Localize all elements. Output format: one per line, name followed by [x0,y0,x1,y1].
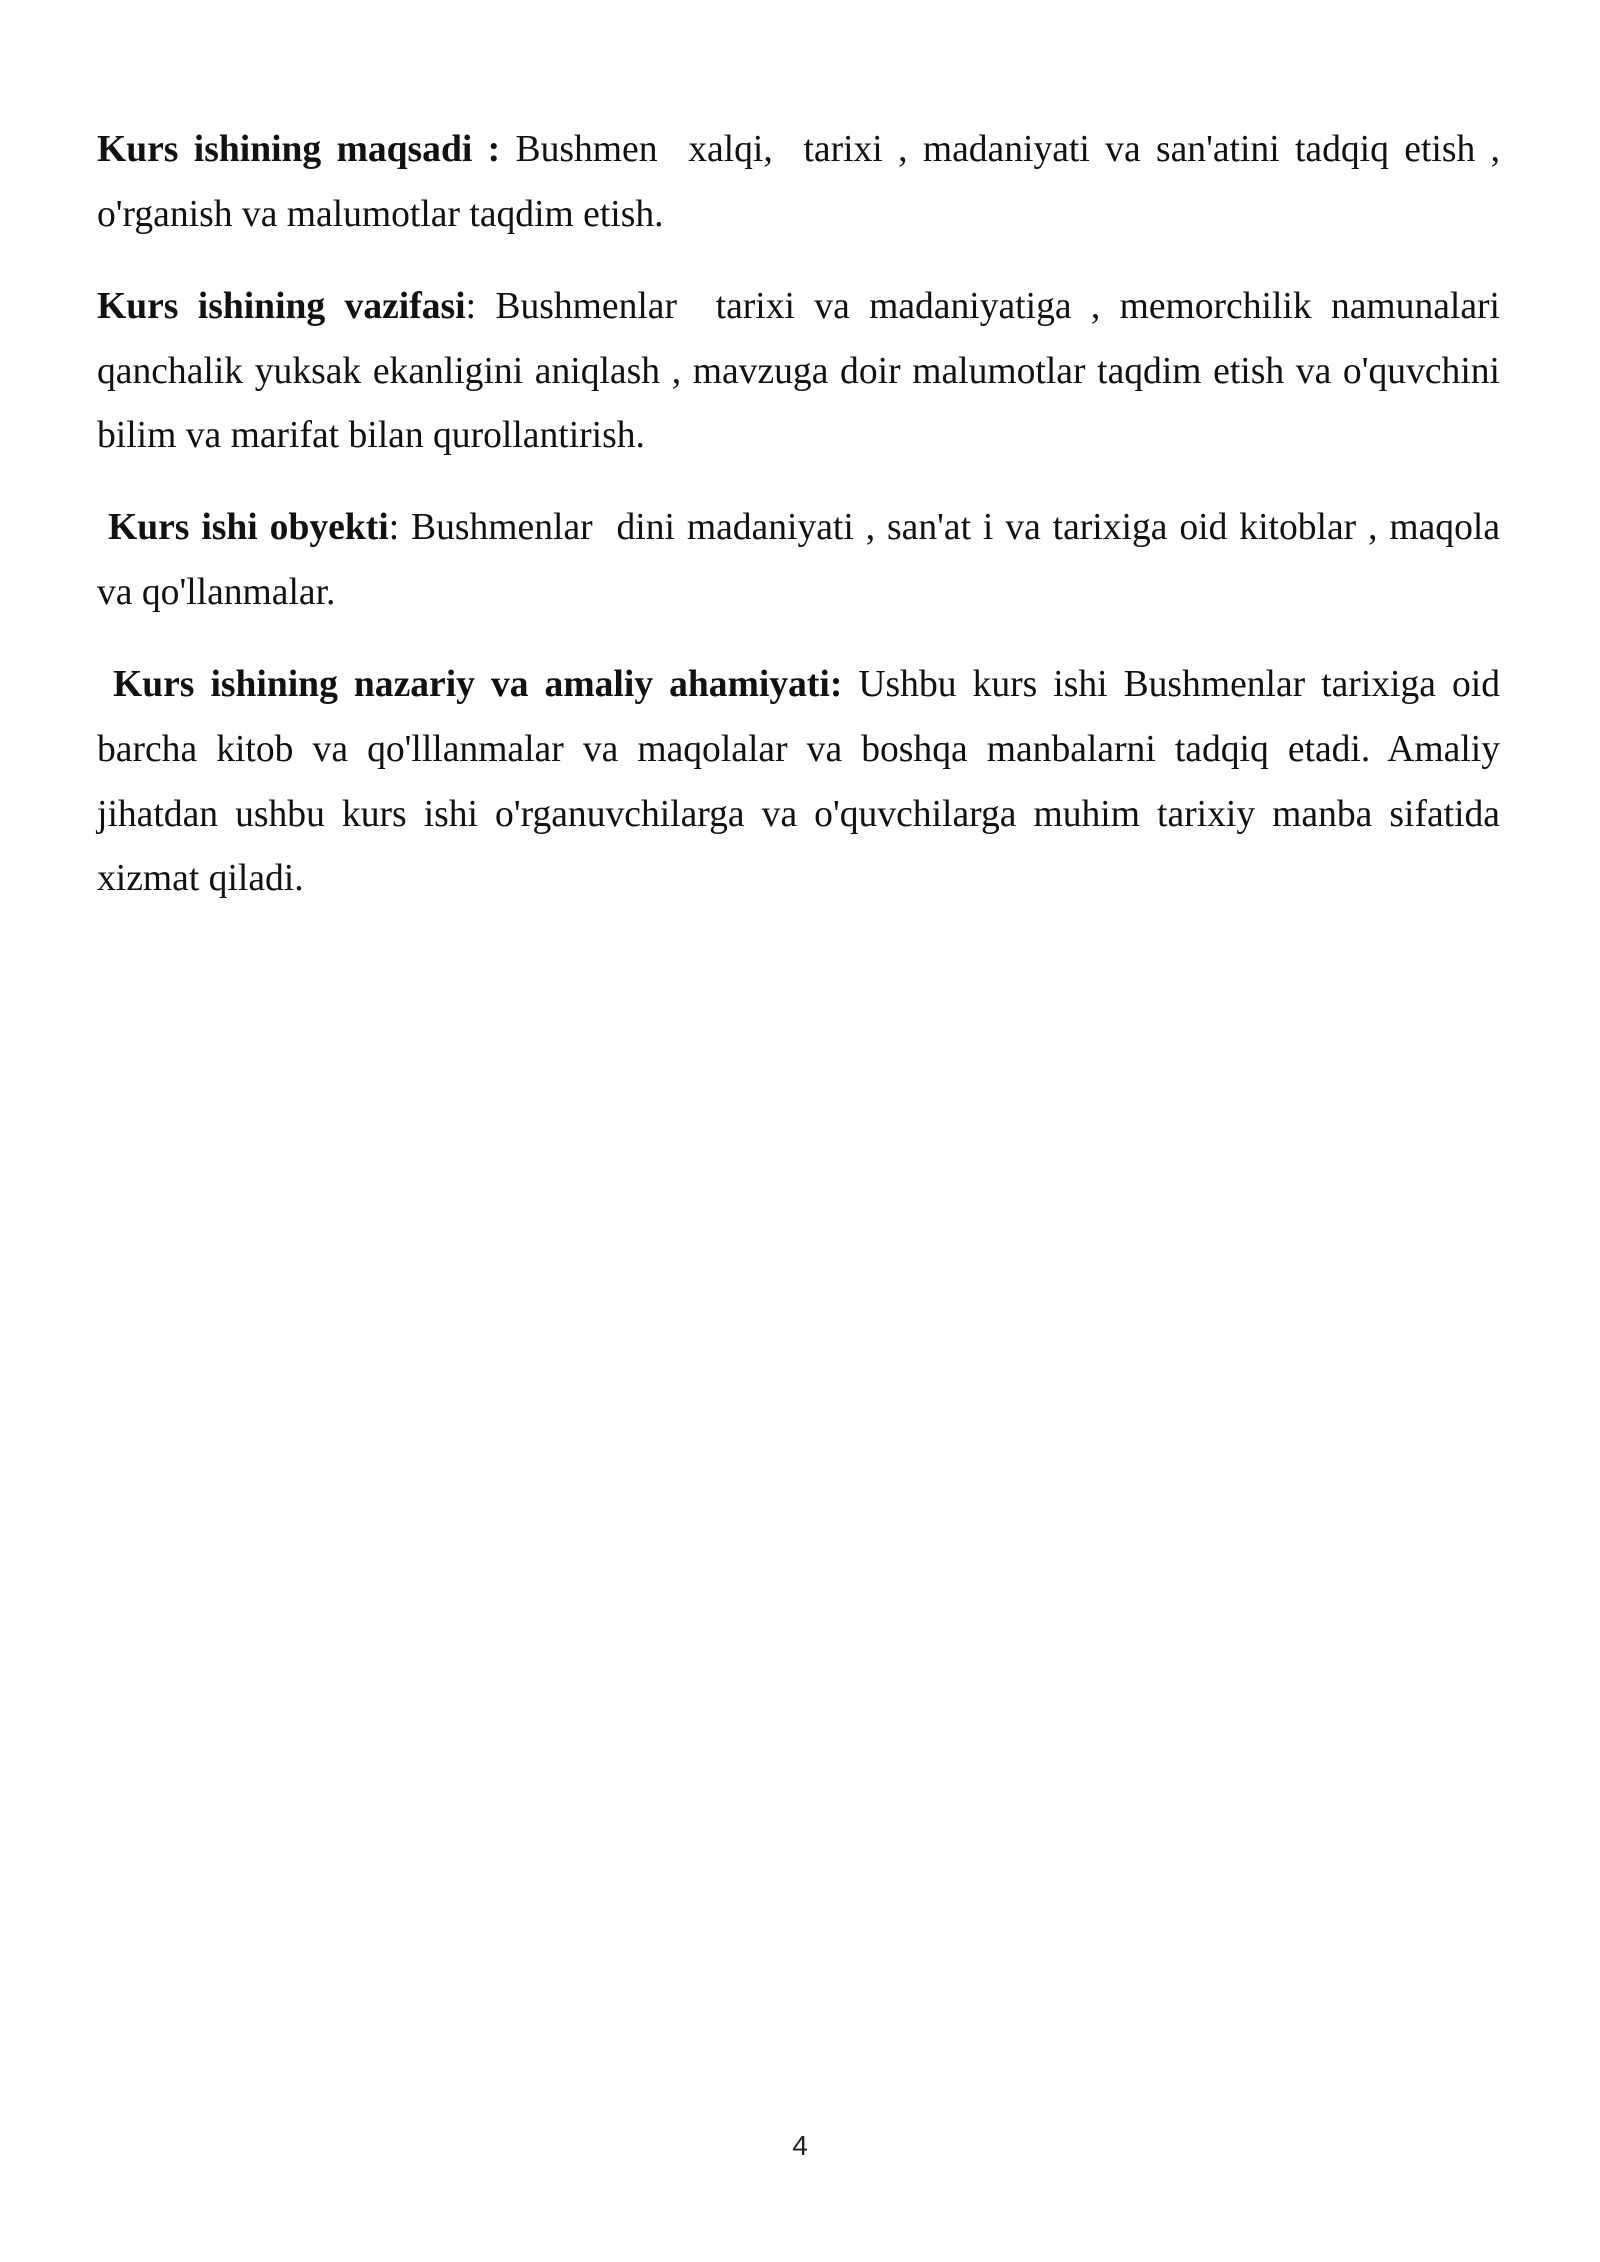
page-number: 4 [792,2130,808,2161]
paragraph-course-object [97,496,1500,626]
paragraph-heading: Kurs ishining vazifasi [97,285,466,327]
paragraph-heading: Kurs ishining nazariy va amaliy ahamiyati: [113,663,843,705]
document-body [97,118,1500,939]
paragraph-line [97,275,1500,340]
paragraph-line [97,653,1500,718]
paragraph-text: Bushmen xalqi, tarixi , madaniyati va san'atini tadqiq etish , [500,129,1500,170]
paragraph-text: : Bushmenlar tarixi va madaniyatiga , memorchilik namunalari [465,285,1500,327]
paragraph-text: : Bushmenlar dini madaniyati , san'at i va tarixiga oid kitoblar , maqola [388,507,1500,549]
paragraph-line: qanchalik yuksak ekanligini aniqlash , mavzuga doir malumotlar taqdim etish va o'quvchini [97,350,1500,392]
paragraph-line [97,496,1500,561]
paragraph-line: o'rganish va malumotlar taqdim etish. [97,193,664,235]
paragraph-text: Ushbu kurs ishi Bushmenlar tarixiga oid [842,663,1500,705]
paragraph-line: bilim va marifat bilan qurollantirish. [97,415,645,457]
paragraph-line: jihatdan ushbu kurs ishi o'rganuvchilarga va o'quvchilarga muhim tarixiy manba sifatida [97,793,1500,835]
paragraph-line: va qo'llanmalar. [97,572,336,614]
paragraph-course-goal [97,118,1500,248]
paragraph-heading: Kurs ishi obyekti [108,507,389,549]
paragraph-line [97,118,1500,183]
paragraph-line: xizmat qiladi. [97,858,304,900]
paragraph-course-significance [97,653,1500,913]
paragraph-line: barcha kitob va qo'lllanmalar va maqolalar va boshqa manbalarni tadqiq etadi. Amaliy [97,728,1500,770]
paragraph-heading: Kurs ishining maqsadi : [97,129,501,170]
paragraph-course-tasks [97,275,1500,470]
